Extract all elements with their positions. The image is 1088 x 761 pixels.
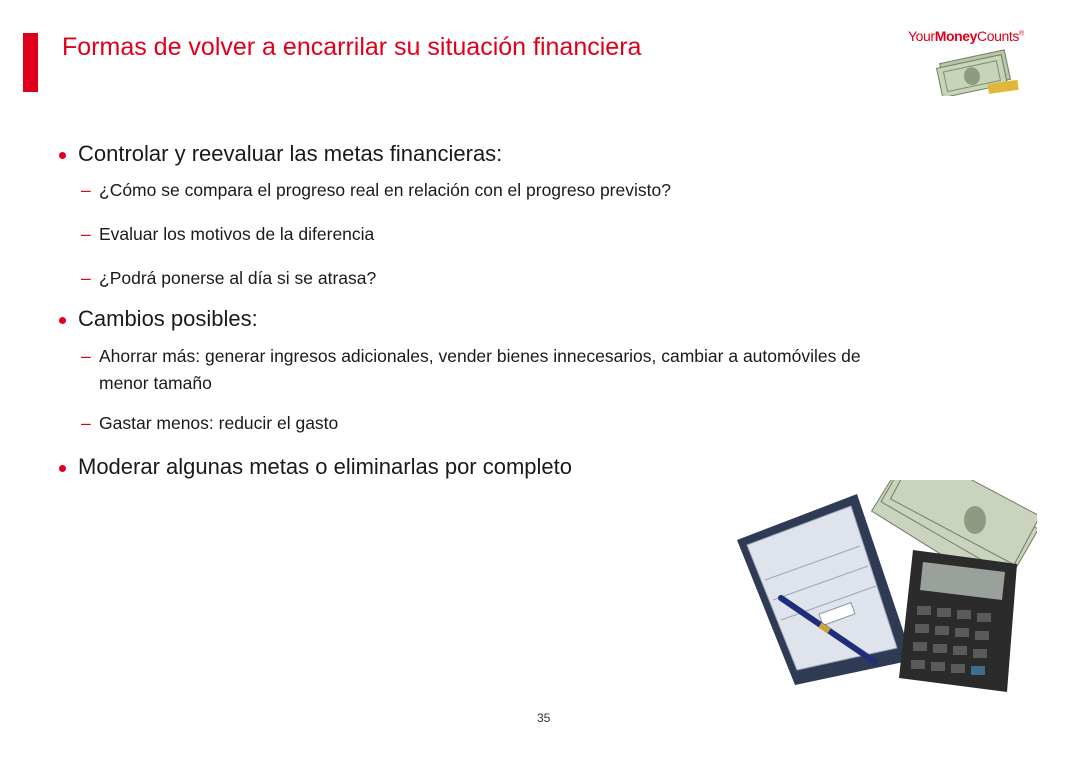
sub-bullet-marker: – bbox=[81, 180, 91, 200]
sub-bullet-item bbox=[55, 343, 879, 397]
sub-bullet-text: Ahorrar más: generar ingresos adicionales, vender bienes innecesarios, cambiar a automóviles de menor tamaño bbox=[99, 346, 861, 393]
sub-bullet-item bbox=[55, 177, 885, 204]
bullet-item bbox=[55, 140, 885, 168]
sub-bullet-text: ¿Podrá ponerse al día si se atrasa? bbox=[99, 268, 377, 288]
bullet-list bbox=[55, 140, 885, 481]
sub-bullet-marker: – bbox=[81, 224, 91, 244]
brand-logo bbox=[908, 28, 1024, 44]
bullet-item bbox=[55, 453, 885, 481]
bullet-text: Moderar algunas metas o eliminarlas por completo bbox=[78, 454, 573, 479]
sub-bullet-item bbox=[55, 265, 885, 292]
sub-bullet-marker: – bbox=[81, 413, 91, 433]
slide-title: Formas de volver a encarrilar su situación financiera bbox=[62, 33, 642, 61]
sub-bullet-item bbox=[55, 410, 885, 437]
bullet-marker bbox=[59, 317, 66, 324]
sub-bullet-marker: – bbox=[81, 346, 91, 366]
sub-bullet-text: Evaluar los motivos de la diferencia bbox=[99, 224, 375, 244]
title-accent-bar bbox=[23, 33, 38, 92]
logo-your: Your bbox=[908, 28, 935, 44]
dollar-bills-icon bbox=[932, 46, 1022, 96]
logo-registered-mark: ® bbox=[1019, 30, 1024, 38]
bullet-text: Controlar y reevaluar las metas financieras: bbox=[78, 141, 503, 166]
sub-bullet-text: ¿Cómo se compara el progreso real en relación con el progreso previsto? bbox=[99, 180, 671, 200]
bullet-item bbox=[55, 305, 885, 333]
bullet-text: Cambios posibles: bbox=[78, 306, 258, 331]
logo-counts: Counts bbox=[977, 28, 1019, 44]
bullet-marker bbox=[59, 152, 66, 159]
checkbook-pen-calculator-illustration bbox=[725, 480, 1037, 695]
bullet-marker bbox=[59, 465, 66, 472]
sub-bullet-marker: – bbox=[81, 268, 91, 288]
page-number: 35 bbox=[537, 711, 551, 725]
sub-bullet-text: Gastar menos: reducir el gasto bbox=[99, 413, 339, 433]
sub-bullet-item bbox=[55, 221, 885, 248]
logo-money: Money bbox=[934, 28, 978, 44]
